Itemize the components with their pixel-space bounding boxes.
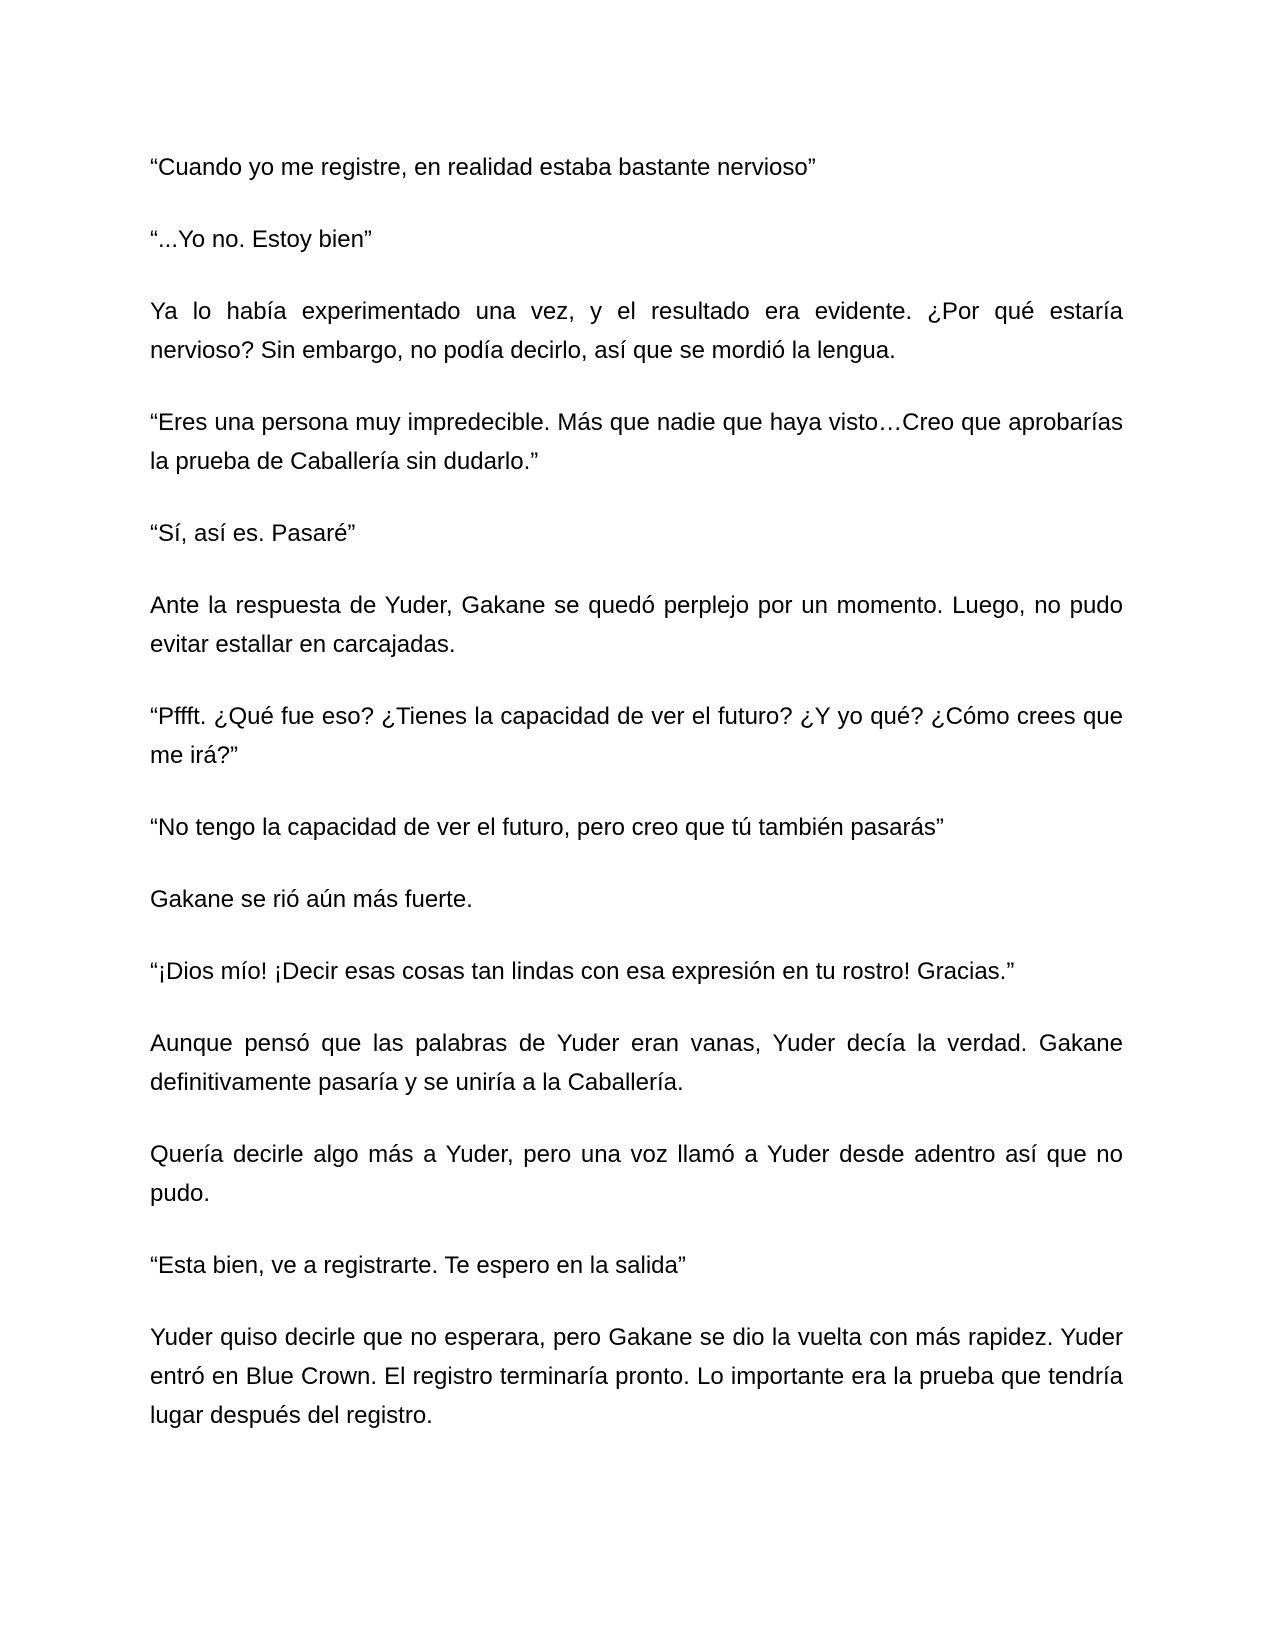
paragraph-dialogue: “Pffft. ¿Qué fue eso? ¿Tienes la capacidad de ver el futuro? ¿Y yo qué? ¿Cómo crees que me irá?” (150, 703, 1123, 769)
paragraph-narration: Quería decirle algo más a Yuder, pero una voz llamó a Yuder desde adentro así que no pudo. (150, 1141, 1123, 1207)
paragraph-narration: Ante la respuesta de Yuder, Gakane se quedó perplejo por un momento. Luego, no pudo evitar estallar en carcajadas. (150, 592, 1123, 658)
paragraph-dialogue: “Eres una persona muy impredecible. Más que nadie que haya visto…Creo que aprobarías la prueba de Caballería sin dudarlo.” (150, 409, 1123, 475)
paragraph-dialogue: “...Yo no. Estoy bien” (150, 226, 372, 253)
paragraph-dialogue: “¡Dios mío! ¡Decir esas cosas tan lindas con esa expresión en tu rostro! Gracias.” (150, 958, 1015, 985)
paragraph-dialogue: “No tengo la capacidad de ver el futuro, pero creo que tú también pasarás” (150, 814, 944, 841)
paragraph-narration: Aunque pensó que las palabras de Yuder eran vanas, Yuder decía la verdad. Gakane definitivamente pasaría y se uniría a la Caballería. (150, 1030, 1123, 1096)
paragraph-dialogue: “Sí, así es. Pasaré” (150, 520, 356, 547)
paragraph-narration: Ya lo había experimentado una vez, y el resultado era evidente. ¿Por qué estaría nervioso? Sin embargo, no podía decirlo, así que se mordió la lengua. (150, 298, 1123, 364)
paragraph-narration: Gakane se rió aún más fuerte. (150, 886, 473, 913)
paragraph-dialogue: “Cuando yo me registre, en realidad estaba bastante nervioso” (150, 154, 816, 181)
paragraph-dialogue: “Esta bien, ve a registrarte. Te espero en la salida” (150, 1252, 686, 1279)
paragraph-narration: Yuder quiso decirle que no esperara, pero Gakane se dio la vuelta con más rapidez. Yuder entró en Blue Crown. El registro terminaría pronto. Lo importante era la prueba que tendría lugar después del registro. (150, 1324, 1123, 1429)
